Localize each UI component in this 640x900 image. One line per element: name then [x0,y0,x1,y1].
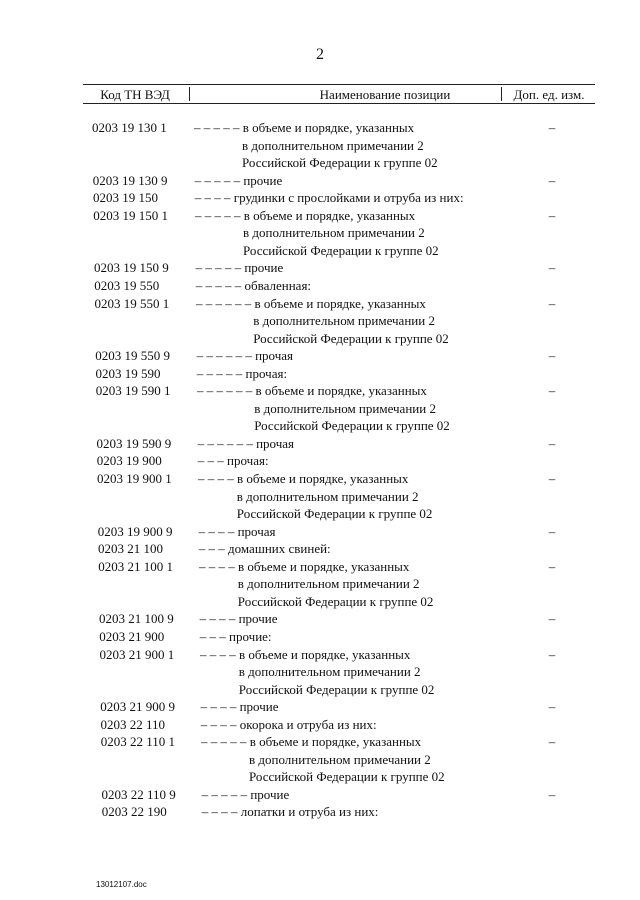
item-description: – – – – прочие [199,611,278,627]
item-description: в дополнительном примечании 2 [238,664,421,680]
item-code: 0203 22 110 1 [100,734,176,750]
item-description: – – – – в объеме и порядке, указанных [199,558,410,574]
item-description: – – – – окорока и отруба из них: [200,716,377,732]
item-code: 0203 19 590 1 [95,383,171,399]
item-unit: – [548,120,556,135]
table-row [0,803,640,820]
table-row [0,330,640,347]
table-row [0,400,640,417]
item-description: Российской Федерации к группе 02 [249,769,445,785]
item-unit: – [548,786,556,802]
table-row [0,154,640,171]
item-code: 0203 19 550 [94,277,160,293]
item-description: в дополнительном примечании 2 [242,137,424,153]
item-code: 0203 22 110 9 [101,786,176,802]
table-row [0,119,640,136]
item-code: 0203 19 590 9 [96,435,172,451]
item-description: – – – – грудинки с прослойками и отруба из них: [194,190,464,206]
item-code: 0203 19 900 9 [97,523,173,539]
item-description: – – – – – в объеме и порядке, указанных [201,734,422,750]
table-row [0,610,640,627]
item-description: Российской Федерации к группе 02 [254,418,450,434]
table-row [0,172,640,189]
item-code: 0203 19 900 [96,453,162,469]
item-description: в дополнительном примечании 2 [253,313,435,329]
table-row [0,628,640,645]
table-row [0,189,640,206]
table-row [0,277,640,294]
item-description: в дополнительном примечании 2 [249,751,431,767]
item-code: 0203 22 190 [101,804,167,820]
table-row [0,593,640,610]
item-description: Российской Федерации к группе 02 [243,242,439,258]
item-description: – – – – – – прочая [197,435,295,451]
table-row [0,347,640,364]
table-row [0,681,640,698]
item-unit: – [548,383,556,399]
item-description: в дополнительном примечании 2 [236,488,419,504]
item-description: в дополнительном примечании 2 [243,225,425,241]
table-row [0,663,640,680]
header-divider [501,87,502,101]
table-row [0,540,640,557]
item-code: 0203 19 130 9 [92,172,168,188]
item-code: 0203 19 900 1 [97,471,172,486]
table-row [0,417,640,434]
item-unit: – [548,260,556,276]
item-code: 0203 19 590 [95,365,161,381]
item-description: – – – – – в объеме и порядке, указанных [195,207,416,223]
table-row [0,488,640,505]
item-description: – – – – прочая [198,523,276,539]
table-row [0,382,640,399]
item-description: – – – – – прочие [201,786,290,802]
item-code: 0203 19 550 1 [94,295,170,311]
item-description: – – – – лопатки и отруба из них: [201,804,379,820]
item-unit: – [548,435,556,451]
header-unit: Доп. ед. изм. [513,87,585,102]
item-description: – – – – – – прочая [196,348,294,364]
table-row [0,365,640,382]
item-description: – – – – в объеме и порядке, указанных [200,646,411,662]
item-code: 0203 19 130 1 [92,120,167,135]
item-description: – – – – прочие [200,699,279,715]
table-row [0,224,640,241]
table-row [0,558,640,575]
header-name: Наименование позиции [319,87,451,102]
table-row [0,768,640,785]
item-description: – – – – – – в объеме и порядке, указанных [196,295,426,311]
item-code: 0203 21 900 9 [100,699,175,715]
header-code: Код ТН ВЭД [100,87,170,102]
table-header [83,84,595,104]
item-unit: – [548,471,556,486]
item-description: – – – прочая: [197,453,269,469]
item-unit: – [548,646,556,662]
item-description: – – – – – – в объеме и порядке, указанных [197,383,427,399]
table-row [0,137,640,154]
item-description: – – – – – прочие [194,172,283,188]
item-code: 0203 21 100 9 [99,611,174,627]
table-row [0,435,640,452]
item-description: – – – – – обваленная: [195,277,312,293]
table-row [0,698,640,715]
item-description: – – – домашних свиней: [198,541,331,557]
table-row [0,505,640,522]
table-row [0,259,640,276]
item-unit: – [548,207,556,223]
item-description: Российской Федерации к группе 02 [253,330,449,346]
item-code: 0203 22 110 [100,716,166,732]
item-unit: – [548,348,556,364]
table-row [0,575,640,592]
item-description: в дополнительном примечании 2 [237,576,420,592]
item-description: – – – – в объеме и порядке, указанных [198,471,409,486]
item-description: – – – – – в объеме и порядке, указанных [194,120,415,135]
item-code: 0203 19 150 1 [93,207,168,223]
table-row [0,751,640,768]
table-row [0,786,640,803]
item-description: в дополнительном примечании 2 [254,400,436,416]
footer-filename: 13012107.doc [96,880,147,889]
item-code: 0203 21 100 [98,541,163,557]
item-code: 0203 21 100 1 [98,558,173,574]
item-code: 0203 19 150 [93,190,158,206]
table-row [0,312,640,329]
item-description: Российской Федерации к группе 02 [242,155,438,171]
item-unit: – [548,611,556,627]
item-unit: – [548,295,556,311]
item-description: – – – прочие: [199,628,272,644]
item-unit: – [548,699,556,715]
item-description: Российской Федерации к группе 02 [237,593,434,609]
item-description: Российской Федерации к группе 02 [238,681,435,697]
item-code: 0203 21 900 [99,628,165,644]
item-unit: – [548,523,556,539]
item-code: 0203 19 150 9 [94,260,169,276]
item-description: – – – – – прочая: [196,365,288,381]
table-row [0,470,640,487]
item-unit: – [548,558,556,574]
table-row [0,452,640,469]
item-code: 0203 19 550 9 [95,348,170,364]
item-description: – – – – – прочие [195,260,284,276]
table-row [0,295,640,312]
table-row [0,242,640,259]
table-row [0,733,640,750]
table-row [0,646,640,663]
table-row [0,716,640,733]
item-code: 0203 21 900 1 [99,646,175,662]
page-number: 2 [316,46,324,63]
item-unit: – [548,734,556,750]
item-description: Российской Федерации к группе 02 [236,506,433,522]
item-unit: – [548,172,556,188]
table-row [0,207,640,224]
table-row [0,523,640,540]
